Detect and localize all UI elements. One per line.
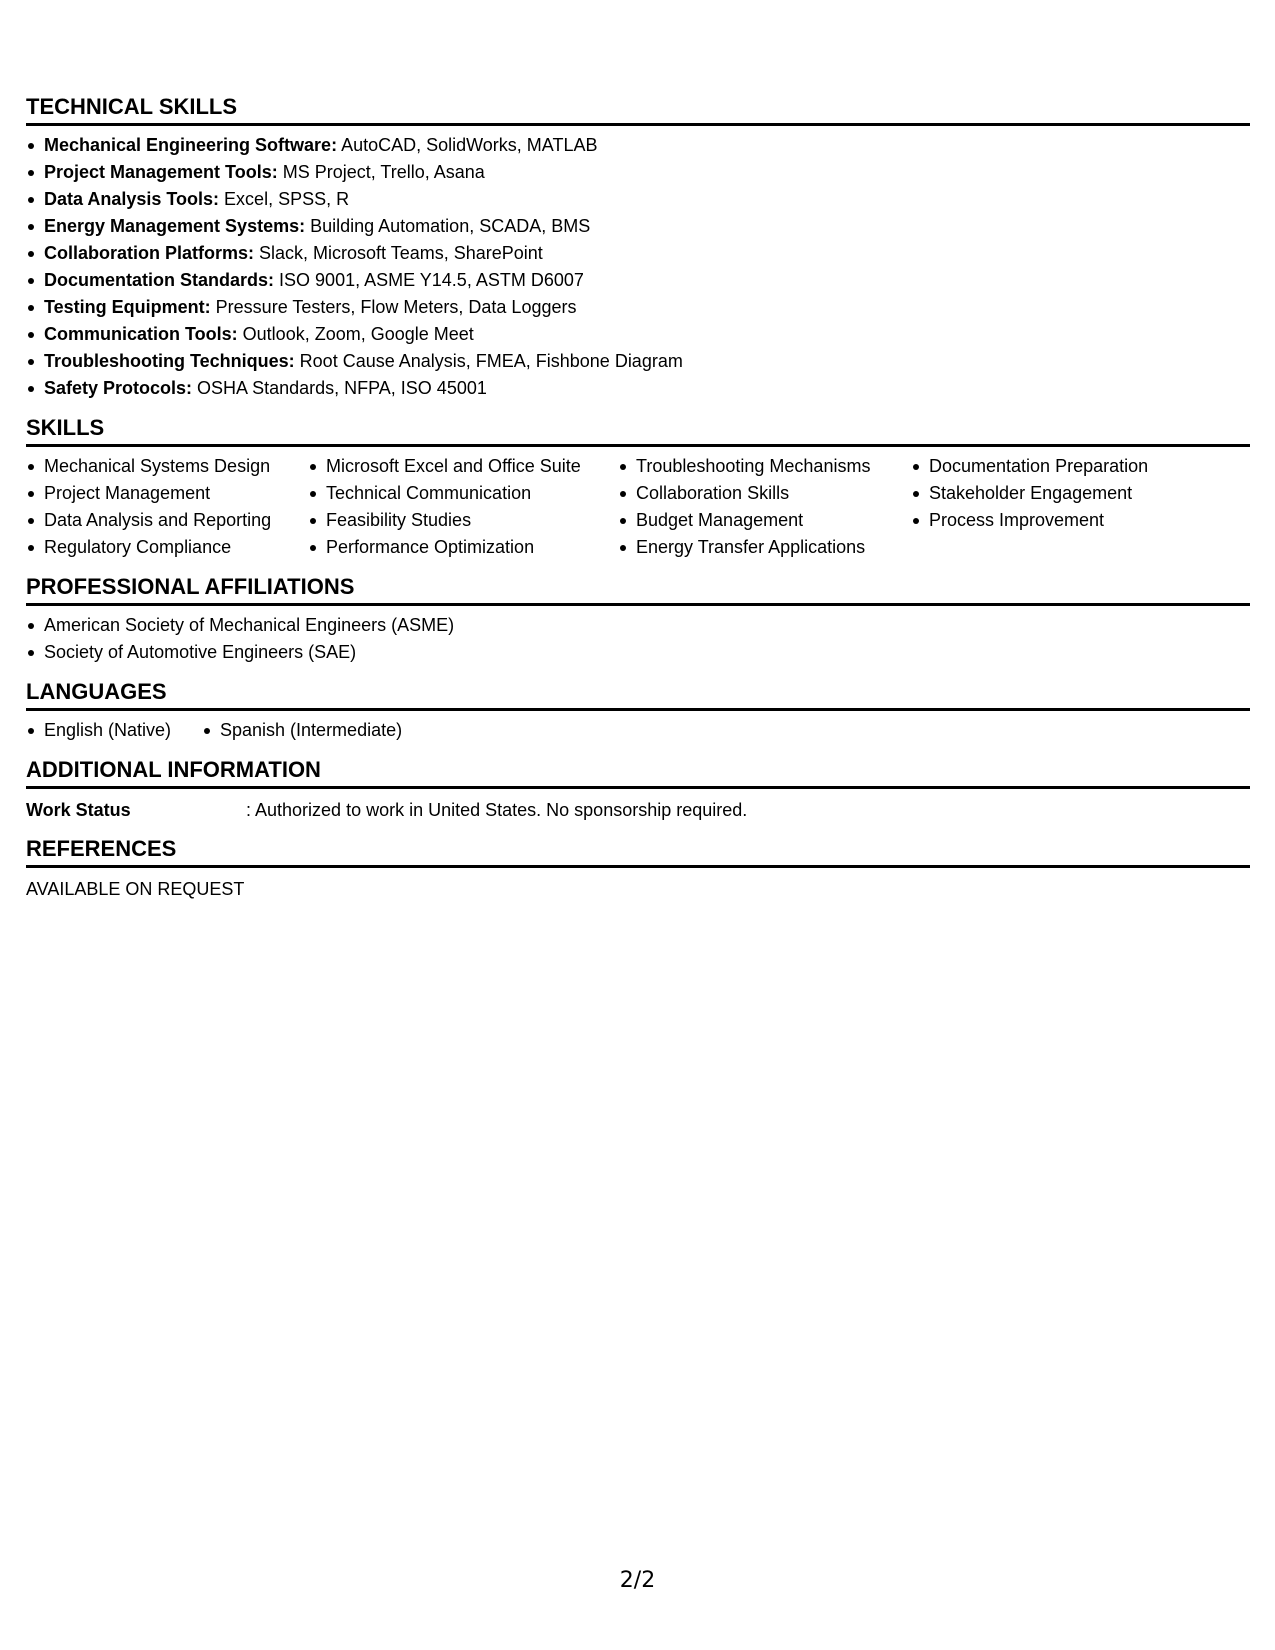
- technical-skill-item: [26, 159, 1250, 186]
- affiliations-heading: PROFESSIONAL AFFILIATIONS: [26, 575, 1250, 606]
- work-status-row: [26, 797, 1250, 823]
- page-number: 2/2: [619, 1568, 656, 1593]
- technical-skills-heading: TECHNICAL SKILLS: [26, 95, 1250, 126]
- technical-skill-item: [26, 132, 1250, 159]
- affiliation-item: Society of Automotive Engineers (SAE): [26, 639, 1250, 666]
- skills-grid: [26, 453, 1250, 561]
- skill-category-value: Outlook, Zoom, Google Meet: [237, 324, 474, 344]
- additional-info-section: [26, 758, 1250, 823]
- references-heading: REFERENCES: [26, 837, 1250, 868]
- technical-skill-item: [26, 294, 1250, 321]
- skill-category-label: Mechanical Engineering Software:: [44, 135, 338, 155]
- technical-skill-item: [26, 240, 1250, 267]
- references-section: [26, 837, 1250, 902]
- skills-column-2: [308, 453, 618, 561]
- affiliations-list: [26, 612, 1250, 666]
- skill-category-value: ISO 9001, ASME Y14.5, ASTM D6007: [274, 270, 584, 290]
- skill-item: Project Management: [26, 480, 308, 507]
- skill-category-value: Root Cause Analysis, FMEA, Fishbone Diagram: [294, 351, 683, 371]
- skill-category-value: Excel, SPSS, R: [219, 189, 350, 209]
- skill-category-label: Communication Tools:: [44, 324, 238, 344]
- skill-category-label: Documentation Standards:: [44, 270, 275, 290]
- languages-row: [26, 717, 1250, 744]
- skill-category-label: Energy Management Systems:: [44, 216, 306, 236]
- skills-heading: SKILLS: [26, 416, 1250, 447]
- language-item: Spanish (Intermediate): [202, 717, 402, 744]
- skill-item: Stakeholder Engagement: [911, 480, 1211, 507]
- skill-item: Data Analysis and Reporting: [26, 507, 308, 534]
- skills-column-1: [26, 453, 308, 561]
- skill-category-value: Pressure Testers, Flow Meters, Data Loggers: [210, 297, 577, 317]
- skill-item: Regulatory Compliance: [26, 534, 308, 561]
- skill-item: Feasibility Studies: [308, 507, 618, 534]
- references-text: AVAILABLE ON REQUEST: [26, 879, 245, 899]
- skills-column-4: [911, 453, 1211, 561]
- technical-skills-list: [26, 132, 1250, 402]
- skill-item: Collaboration Skills: [618, 480, 911, 507]
- technical-skill-item: [26, 375, 1250, 402]
- skill-category-value: AutoCAD, SolidWorks, MATLAB: [337, 135, 598, 155]
- skill-category-value: OSHA Standards, NFPA, ISO 45001: [192, 378, 487, 398]
- skill-item: Performance Optimization: [308, 534, 618, 561]
- technical-skills-section: [26, 95, 1250, 402]
- skills-column-3: [618, 453, 911, 561]
- skill-category-label: Testing Equipment:: [44, 297, 211, 317]
- skill-item: Energy Transfer Applications: [618, 534, 911, 561]
- skill-category-label: Data Analysis Tools:: [44, 189, 220, 209]
- technical-skill-item: [26, 348, 1250, 375]
- skill-item: Documentation Preparation: [911, 453, 1211, 480]
- skill-category-label: Safety Protocols:: [44, 378, 193, 398]
- technical-skill-item: [26, 186, 1250, 213]
- skill-item: Troubleshooting Mechanisms: [618, 453, 911, 480]
- skill-category-label: Collaboration Platforms:: [44, 243, 255, 263]
- skill-category-label: Troubleshooting Techniques:: [44, 351, 295, 371]
- skill-item: Microsoft Excel and Office Suite: [308, 453, 618, 480]
- additional-info-heading: ADDITIONAL INFORMATION: [26, 758, 1250, 789]
- affiliation-item: American Society of Mechanical Engineers (ASME): [26, 612, 1250, 639]
- skill-category-label: Project Management Tools:: [44, 162, 278, 182]
- skill-item: Process Improvement: [911, 507, 1211, 534]
- languages-column-1: [26, 717, 202, 744]
- languages-heading: LANGUAGES: [26, 680, 1250, 711]
- technical-skill-item: [26, 267, 1250, 294]
- skill-item: Budget Management: [618, 507, 911, 534]
- skills-section: [26, 416, 1250, 561]
- skill-category-value: Building Automation, SCADA, BMS: [305, 216, 591, 236]
- work-status-value: : Authorized to work in United States. No sponsorship required.: [246, 800, 748, 820]
- technical-skill-item: [26, 213, 1250, 240]
- skill-item: Technical Communication: [308, 480, 618, 507]
- resume-page: [26, 95, 1250, 916]
- skill-item: Mechanical Systems Design: [26, 453, 308, 480]
- skill-category-value: MS Project, Trello, Asana: [277, 162, 485, 182]
- technical-skill-item: [26, 321, 1250, 348]
- work-status-label: Work Status: [26, 800, 131, 820]
- language-item: English (Native): [26, 717, 202, 744]
- affiliations-section: [26, 575, 1250, 666]
- languages-column-2: [202, 717, 402, 744]
- languages-section: [26, 680, 1250, 744]
- skill-category-value: Slack, Microsoft Teams, SharePoint: [254, 243, 543, 263]
